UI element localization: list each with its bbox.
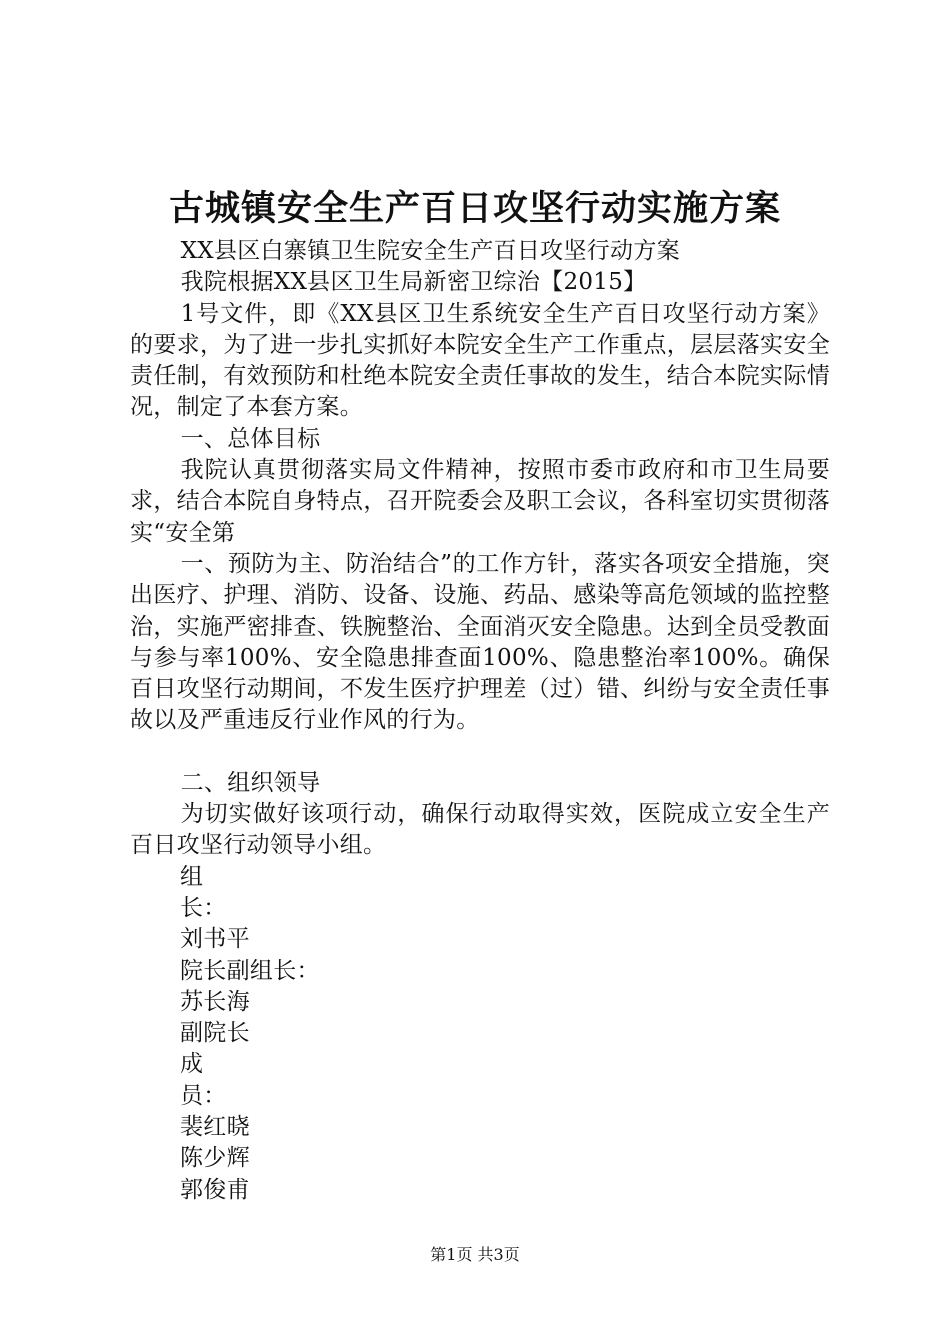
- roster-line: 组: [180, 863, 204, 890]
- leadership-roster: [130, 862, 830, 1206]
- roster-line: 员：: [180, 1082, 227, 1109]
- body-paragraph: 我院根据XX县区卫生局新密卫综治【2015】: [180, 269, 647, 296]
- section-heading: 一、总体目标: [180, 425, 321, 452]
- roster-line: 院长副组长：: [180, 957, 320, 984]
- body-paragraph: 为切实做好该项行动，确保行动取得实效，医院成立安全生产百日攻坚行动领导小组。: [130, 801, 830, 859]
- section-heading: 二、组织领导: [180, 769, 321, 796]
- roster-line: 成: [180, 1051, 204, 1078]
- roster-line: 裴红晓: [180, 1114, 250, 1141]
- roster-line: 苏长海: [180, 988, 250, 1015]
- subtitle-paragraph: XX县区白寨镇卫生院安全生产百日攻坚行动方案: [180, 238, 680, 264]
- document-body: [130, 236, 830, 1206]
- roster-line: 陈少辉: [180, 1145, 250, 1172]
- document-title: 古城镇安全生产百日攻坚行动实施方案: [168, 188, 781, 229]
- roster-line: 长：: [180, 894, 227, 921]
- roster-line: 刘书平: [180, 926, 250, 953]
- page-number-footer: 第1页 共3页: [430, 1245, 520, 1264]
- roster-line: 郭俊甫: [180, 1176, 250, 1203]
- body-paragraph: 1号文件，即《XX县区卫生系统安全生产百日攻坚行动方案》的要求，为了进一步扎实抓好本院安全生产工作重点，层层落实安全责任制，有效预防和杜绝本院安全责任事故的发生，结合本院实际情况，制定了本套方案。: [130, 300, 830, 421]
- body-paragraph: 一、预防为主、防治结合”的工作方针，落实各项安全措施，突出医疗、护理、消防、设备、设施、药品、感染等高危领域的监控整治，实施严密排查、铁腕整治、全面消灭安全隐患。达到全员受教面与参与率100%、安全隐患排查面100%、隐患整治率100%。确保百日攻坚行动期间，不发生医疗护理差（过）错、纠纷与安全责任事故以及严重违反行业作风的行为。: [130, 550, 830, 734]
- body-paragraph: 我院认真贯彻落实局文件精神，按照市委市政府和市卫生局要求，结合本院自身特点，召开院委会及职工会议，各科室切实贯彻落实“安全第: [130, 457, 830, 546]
- roster-line: 副院长: [180, 1020, 250, 1047]
